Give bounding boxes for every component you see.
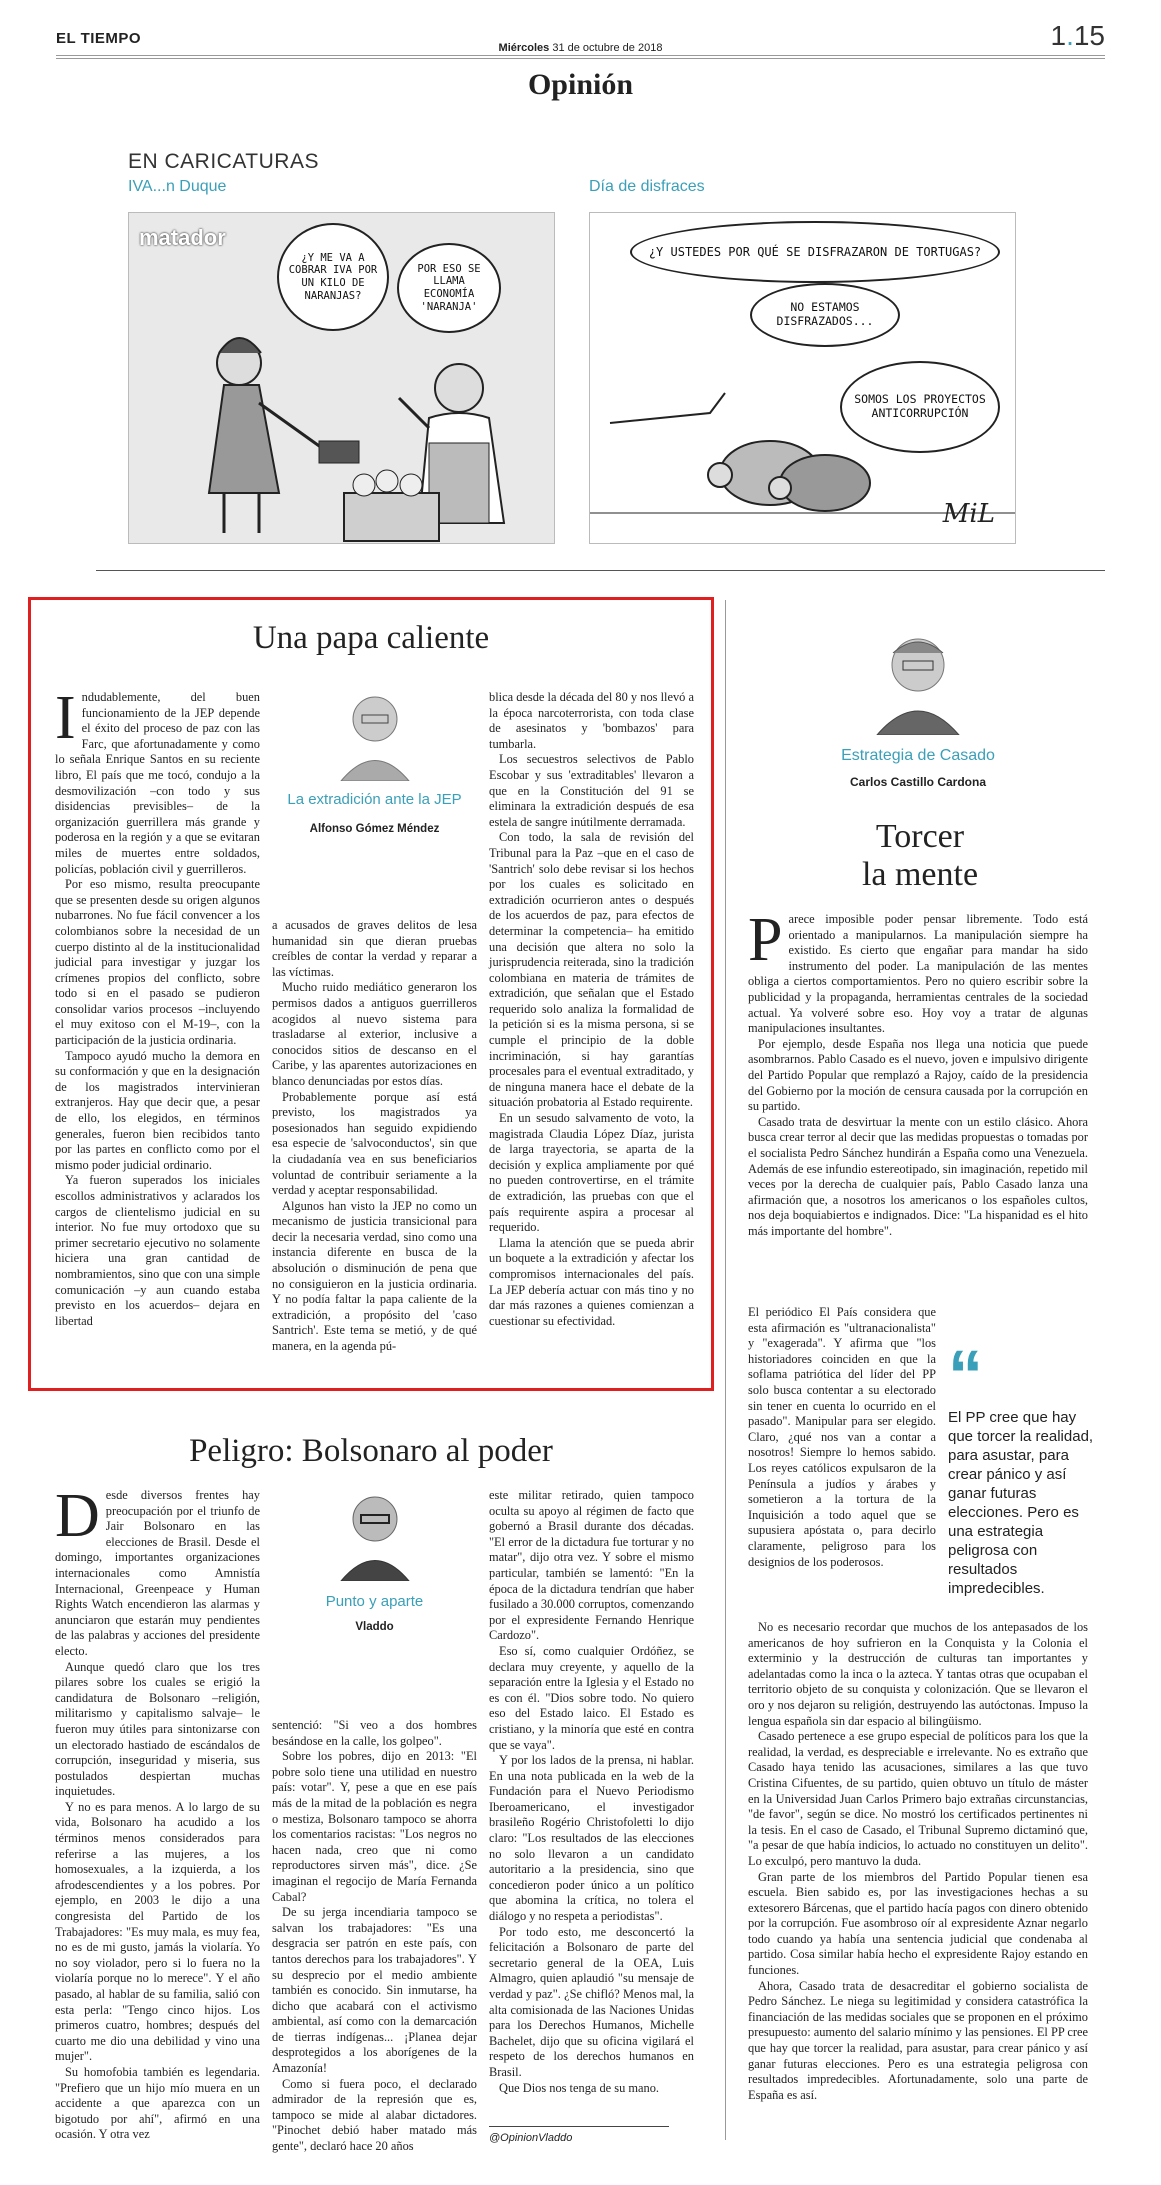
author-photo (327, 1485, 423, 1581)
article2-column-1: Desde diversos frentes hay preocupación por el triunfo de Jair Bolsonaro en las elecciones de Brasil. Desde el domingo, importantes organizaciones internacionales como Amnistía Internacional, Greenpeace y Human Rights Watch encendieron las alarmas y anunciaron que estarán muy pendientes de las palabras y acciones del presidente electo. Aunque quedó claro que los tres pilares sobre los cuales se erigió la candidatura de Bolsonaro –religión, militarismo y capitalismo salvaje– le fueron muy útiles para sintonizarse con un electorado hastiado de escándalos de corrupción, inseguridad y miseria, sus postulados despiertan muchas inquietudes. Y no es para menos. A lo largo de su vida, Bolsonaro ha acudido a los términos menos considerados para referirse a las mujeres, a los homosexuales, a la izquierda, a los afrodescendientes y a los pobres. Por ejemplo, en 2003 le dijo a una congresista del Partido de los Trabajadores: "Es muy mala, es muy fea, no es de mi gusto, jamás la violaría. Yo no soy violador, pero si lo fuera no la violaría porque no lo merece". Y el año pasado, al hablar de su familia, salió con esta perla: "Tengo cinco hijos. Los primeros cuatro, hombres; después del cuarto me dio una debilidad y vino una mujer". Su homofobia también es legendaria. "Prefiero que un hijo mío muera en un accidente a que aparezca con un bigotudo por ahí", afirmó en una ocasión. Y otra vez (55, 1482, 260, 2142)
drop-cap: D (55, 1482, 100, 1550)
author-handle: @OpinionVladdo (489, 2132, 573, 2144)
speech-bubble: ¿Y USTEDES POR QUÉ SE DISFRAZARON DE TORTUGAS? (630, 221, 1000, 283)
article1-author-block (272, 685, 477, 835)
article3-column-top: Parece imposible poder pensar libremente. Todo está orientado a manipularnos. La manipulación siempre ha existido. Es cierto que engañar para mandar ha sido instrumento del poder. La manipulación de las mentes obliga a ciertos comportamientos. Pero no quiero escribir sobre la publicidad y la propaganda, herramientas centrales de la sociedad actual. Ya volveré sobre eso. Hoy voy a tratar de algunas manipulaciones insultantes. Por ejemplo, desde España nos llega una noticia que puede asombrarnos. Pablo Casado es el nuevo, joven e impulsivo dirigente del Partido Popular que remplazó a Rajoy, caído de la presidencia del Gobierno por la moción de censura causada por la corrupción en su partido. Casado trata de desvirtuar la mente con un estilo clásico. Ahora busca crear terror al decir que las medidas propuestas o tomadas por el socialista Pedro Sánchez hundirán a España como una Venezuela. Además de ese infundio estereotipado, sin imaginación, repetido mil veces por la derecha de cualquier país, Pablo Casado lanza una afirmación que, a nosotros los americanos o los españoles cultos, nos deja boquiabiertos e indignados. Dice: "La hispanidad es el hito más importante del hombre". (748, 906, 1088, 1238)
article2-column-2: sentenció: "Si veo a dos hombres besándose en la calle, los golpeo". Sobre los pobres, dijo en 2013: "El pobre solo tiene una utilidad en nuestro país: votar". Y, pese a que en ese país más de la mitad de la población es negra o mestiza, Bolsonaro tampoco se ahorra los comentarios racistas: "Los negros no hacen nada, creo que ni como reproductores sirven más", dice. ¿Se imaginan el regocijo de María Fernanda Cabal? De su jerga incendiaria tampoco se salvan los trabajadores: "Es una desgracia ser patrón en este país, con tantos derechos para los trabajadores". Y su desprecio por el medio ambiente también es conocido. Sin inmutarse, ha dicho que acabará con el activismo ambiental, así como con la demarcación de tierras indígenas... ¡Planea dejar desprotegidos a los aborígenes de la Amazonía! Como si fuera poco, el declarado admirador de la represión que es, tampoco se mide al alabar dictadores. "Pinochet debió haber matado más gente", declaró hace 20 años (272, 1718, 477, 2154)
pull-quote-text: El PP cree que hay que torcer la realidad, para asustar, para crear pánico y así ganar futuras elecciones. Pero es una estrategia peligrosa con resultados impredecibles. (948, 1409, 1094, 1597)
cartoon-drawing (129, 213, 555, 544)
cartoonist-brand: matador (139, 225, 226, 250)
caricature-left-image (128, 212, 555, 544)
article1-author: Alfonso Gómez Méndez (309, 823, 440, 835)
issue-date: Miércoles 31 de octubre de 2018 (0, 42, 1161, 54)
article1-column-1: Indudablemente, del buen funcionamiento de la JEP depende el éxito del proceso de paz con las Farc, que afortunadamente y como lo señala Enrique Santos en su reciente libro, El país que me tocó, condujo a la desmovilización –con todo y sus disidencias previsibles– de la organización guerrillera más grande y poderosa en la región y a que se evitaran miles de muertes entre soldados, policías, población civil y guerrilleros. Por eso mismo, resulta preocupante que se presenten desde su origen algunos nubarrones. No fue fácil convencer a los colombianos sobre la necesidad de un cuerpo distinto al de la institucionalidad judicial para investigar y juzgar los crímenes propios del conflicto, sobre todo si en el pasado se pudieron consolidar varios procesos –incluyendo el muy exitoso con el M-19–, con la participación de la justicia ordinaria. Tampoco ayudó mucho la demora en su conformación y que en la designación de los magistrados intervinieran extranjeros. Hay que decir que, a pesar de ello, los elegidos, en términos generales, fueron bien recibidos tanto por las partes en conflicto como por el mismo poder judicial ordinario. Ya fueron superados los iniciales escollos administrativos y aclarados los cargos de clientelismo judicial en su interior. No fue muy ortodoxo que su primer secretario ejecutivo no solamente hiciera una gran cantidad de nombramientos, sino que con una simple comunicación –y aun cuando estaba previsto en los acuerdos– dejara en libertad (55, 684, 260, 1328)
section-title: Opinión (527, 68, 634, 101)
article2-kicker: Punto y aparte (325, 1593, 424, 1610)
article2-author: Vladdo (355, 1621, 394, 1633)
speech-bubble: NO ESTAMOS DISFRAZADOS... (750, 283, 900, 347)
signature-rule (489, 2126, 669, 2127)
article1-headline: Una papa caliente (252, 620, 490, 656)
article1-column-2: a acusados de graves delitos de lesa humanidad sin que dieran pruebas creíbles de contar la verdad y reparar a las víctimas. Mucho ruido mediático generaron los permisos dados a antiguos guerrilleros acogidos al nuevo sistema para trasladarse al exterior, inclusive a conocidos sitios de descanso en el Caribe, y las aparentes autorizaciones en blanco denunciadas por estos días. Probablemente porque así está previsto, los magistrados ya posesionados han seguido expidiendo esa especie de 'salvoconductos', sin que la ciudadanía vea en sus beneficiarios voluntad de contribuir seriamente a la verdad y aceptar responsabilidad. Algunos han visto la JEP no como un mecanismo de justicia transicional para decir la necesaria verdad, sino como una instancia diferente en busca de la absolución o disminución de pena que no consiguieron en la justicia ordinaria. Y no podía faltar la papa caliente de la extradición, a propósito del 'caso Santrich'. Este tema se metió, y de qué manera, en la agenda pú- (272, 918, 477, 1354)
article1-kicker: La extradición ante la JEP (287, 791, 462, 808)
article1-column-3: blica desde la década del 80 y nos llevó a la época narcoterrorista, con toda clase de asesinatos y 'bombazos' para tumbarla. Los secuestros selectivos de Pablo Escobar y sus 'extraditables' llevaron a que en la Constitución del 91 se eliminara la extradición después de esa estela de sangre inútilmente derramada. Con todo, la sala de revisión del Tribunal para la Paz –que en el caso de 'Santrich' solo debe revisar si los hechos por los cuales es solicitado en extradición ocurrieron antes o después de los acuerdos de paz, para efectos de determinar la competencia– ha emitido una decisión que altera no solo la jurisprudencia reiterada, sino la tradición colombiana en materia de trámites de extradición, que señalan que el Estado requerido solo analiza la formalidad de la petición si es la misma persona, si se cumple el principio de la doble incriminación, si hay garantías procesales para el eventual extraditado, y de ninguna manera hace el debate de la situación probatoria al Estado requirente. En un sesudo salvamento de voto, la magistrada Claudia López Díaz, jurista de larga trayectoria, se aparta de la decisión y explica ampliamente por qué no pueden controvertirse, en el trámite de extradición, las pruebas con que el país requirente aspira a procesar al requerido. Llama la atención que se pueda abrir un boquete a la extradición y afectar los compromisos internacionales del país. La JEP debería actuar con más tino y no dar más razones a quienes comienzan a cuestionar su efectividad. (489, 690, 694, 1328)
column-divider (725, 600, 726, 2140)
caricatures-title: EN CARICATURAS (128, 150, 319, 173)
author-photo (863, 625, 973, 735)
caricature-left-title: IVA...n Duque (128, 178, 227, 195)
author-photo (327, 685, 423, 781)
article3-column-bottom: No es necesario recordar que muchos de los antepasados de los americanos de hoy sufrieron en la Conquista y la Colonia el exterminio y la destrucción de culturas tan importantes y adelantadas como la inca o la azteca. Y tantas otras que ocupaban el territorio objeto de su conquista y colonización. Que se llevaron el oro y nos dejaron su religión, destruyendo las autóctonas. Impuso la lengua española sin dar espacio al bilingüismo. Casado pertenece a ese grupo especial de políticos para los que la realidad, la verdad, es despreciable e irrelevante. No es extraño que Casado haya tenido las acusaciones, similares a las que tuvo Cristina Cifuentes, de su partido, quien obtuvo un título de máster en la Universidad Juan Carlos Primero bajo extrañas circunstancias, "de favor", según se dice. No mostró los certificados pertinentes ni la tesis. En el caso de Casado, el Tribunal Supremo dictaminó que, "a pesar de que había indicios, lo actuado no constituyen un delito". Lo exculpó, pero mantuvo la duda. Gran parte de los miembros del Partido Popular tienen esa escuela. Bien sabido es, por las investigaciones hechas a su extesorero Bárcenas, que el partido hacía pagos con dinero obtenido por la corrupción. Fue asombroso oír al expresidente Aznar negarlo todo cuando ya había una sentencia judicial que condenaba al partido. Cosa similar había hecho el expresidente Rajoy estando en funciones. Ahora, Casado trata de desacreditar el gobierno socialista de Pedro Sánchez. Le niega su legitimidad y considera catastrófica la financiación de las medidas sociales que se proponen en el próximo presupuesto: aumento del salario mínimo y las pensiones. El PP cree que hay que torcer la realidad, para asustar, para crear pánico y así ganar futuras elecciones. Pero es una estrategia peligrosa con resultados impredecibles. Afortunadamente, solo una parte de España es así. (748, 1620, 1088, 2102)
cartoonist-signature: MiL (942, 499, 995, 529)
article2-headline: Peligro: Bolsonaro al poder (189, 1433, 553, 1469)
speech-bubble: SOMOS LOS PROYECTOS ANTICORRUPCIÓN (840, 361, 1000, 453)
pull-quote (948, 1336, 1098, 1598)
article2-column-3: este militar retirado, quien tampoco oculta su apoyo al régimen de facto que gobernó a Brasil durante dos décadas. "El error de la dictadura fue torturar y no matar", dijo otra vez. Y sobre el mismo particular, también se lamentó: "En la época de la dictadura tendrían que haber fusilado a 30.000 corruptos, comenzando por el expresidente Fernando Henrique Cardozo". Eso sí, como cualquier Ordóñez, se declara muy creyente, y aquello de la separación entre la Iglesia y el Estado no es con él. "Dios sobre todo. No quiero eso del Estado laico. El Estado es cristiano, y la minoría que esté en contra que se vaya". Y por los lados de la prensa, ni hablar. En una nota publicada en la web de la Fundación para el Nuevo Periodismo Iberoamericano, el investigador brasileño Rogério Christofoletti lo dijo claro: "Los resultados de las elecciones no solo llevaron a un candidato autoritario a la presidencia, sino que concedieron poder único a un político que abomina la crítica, no tolera el diálogo y no respeta a periodistas". Por todo esto, me desconcertó la felicitación a Bolsonaro de parte del secretario general de la OEA, Luis Almagro, quien aplaudió "su mensaje de verdad y paz". ¿Se chifló? Menos mal, la alta comisionada de las Naciones Unidas para los Derechos Humanos, Michelle Bachelet, dijo que su oficina vigilará el respeto de los derechos humanos en Brasil. Que Dios nos tenga de su mano. (489, 1488, 694, 2095)
section-divider (96, 570, 1105, 571)
caricature-right-title: Día de disfraces (589, 178, 705, 195)
page-number: 1.15 (1050, 20, 1105, 51)
article3-author: Carlos Castillo Cardona (849, 775, 987, 789)
article3-kicker: Estrategia de Casado (841, 747, 995, 764)
article3-author-block (738, 625, 1098, 789)
drop-cap: P (748, 906, 783, 974)
caricature-right-image (589, 212, 1016, 544)
masthead: EL TIEMPO (56, 30, 142, 47)
speech-bubble: ¿Y ME VA A COBRAR IVA POR UN KILO DE NARANJAS? (277, 223, 389, 331)
article3-headline: Torcer la mente (861, 818, 979, 893)
header-rule (56, 55, 1105, 56)
cartoon-drawing (590, 213, 1016, 544)
article2-author-block (272, 1485, 477, 1633)
article3-column-narrow: El periódico El País considera que esta afirmación es "ultranacionalista" y "exagerada". Y afirma que "los historiadores coinciden en que la soflama patriótica del líder del PP solo busca contentar a su electorado sin tener en cuenta lo ocurrido en el pasado". Manipular para ser elegido. Claro, ¿qué nos van a contar a nosotros! Siempre lo hemos sabido. Los reyes católicos expulsaron de la Península a judíos y árabes y sometieron a la tortura de la Inquisición a todo aquel que se supusiera apóstata o, para decirlo claramente, peligroso para los designios de los poderosos. (748, 1305, 936, 1569)
drop-cap: I (55, 684, 76, 752)
speech-bubble: POR ESO SE LLAMA ECONOMÍA 'NARANJA' (397, 243, 501, 333)
header-rule (56, 58, 1105, 59)
quote-icon: “ (948, 1336, 983, 1414)
